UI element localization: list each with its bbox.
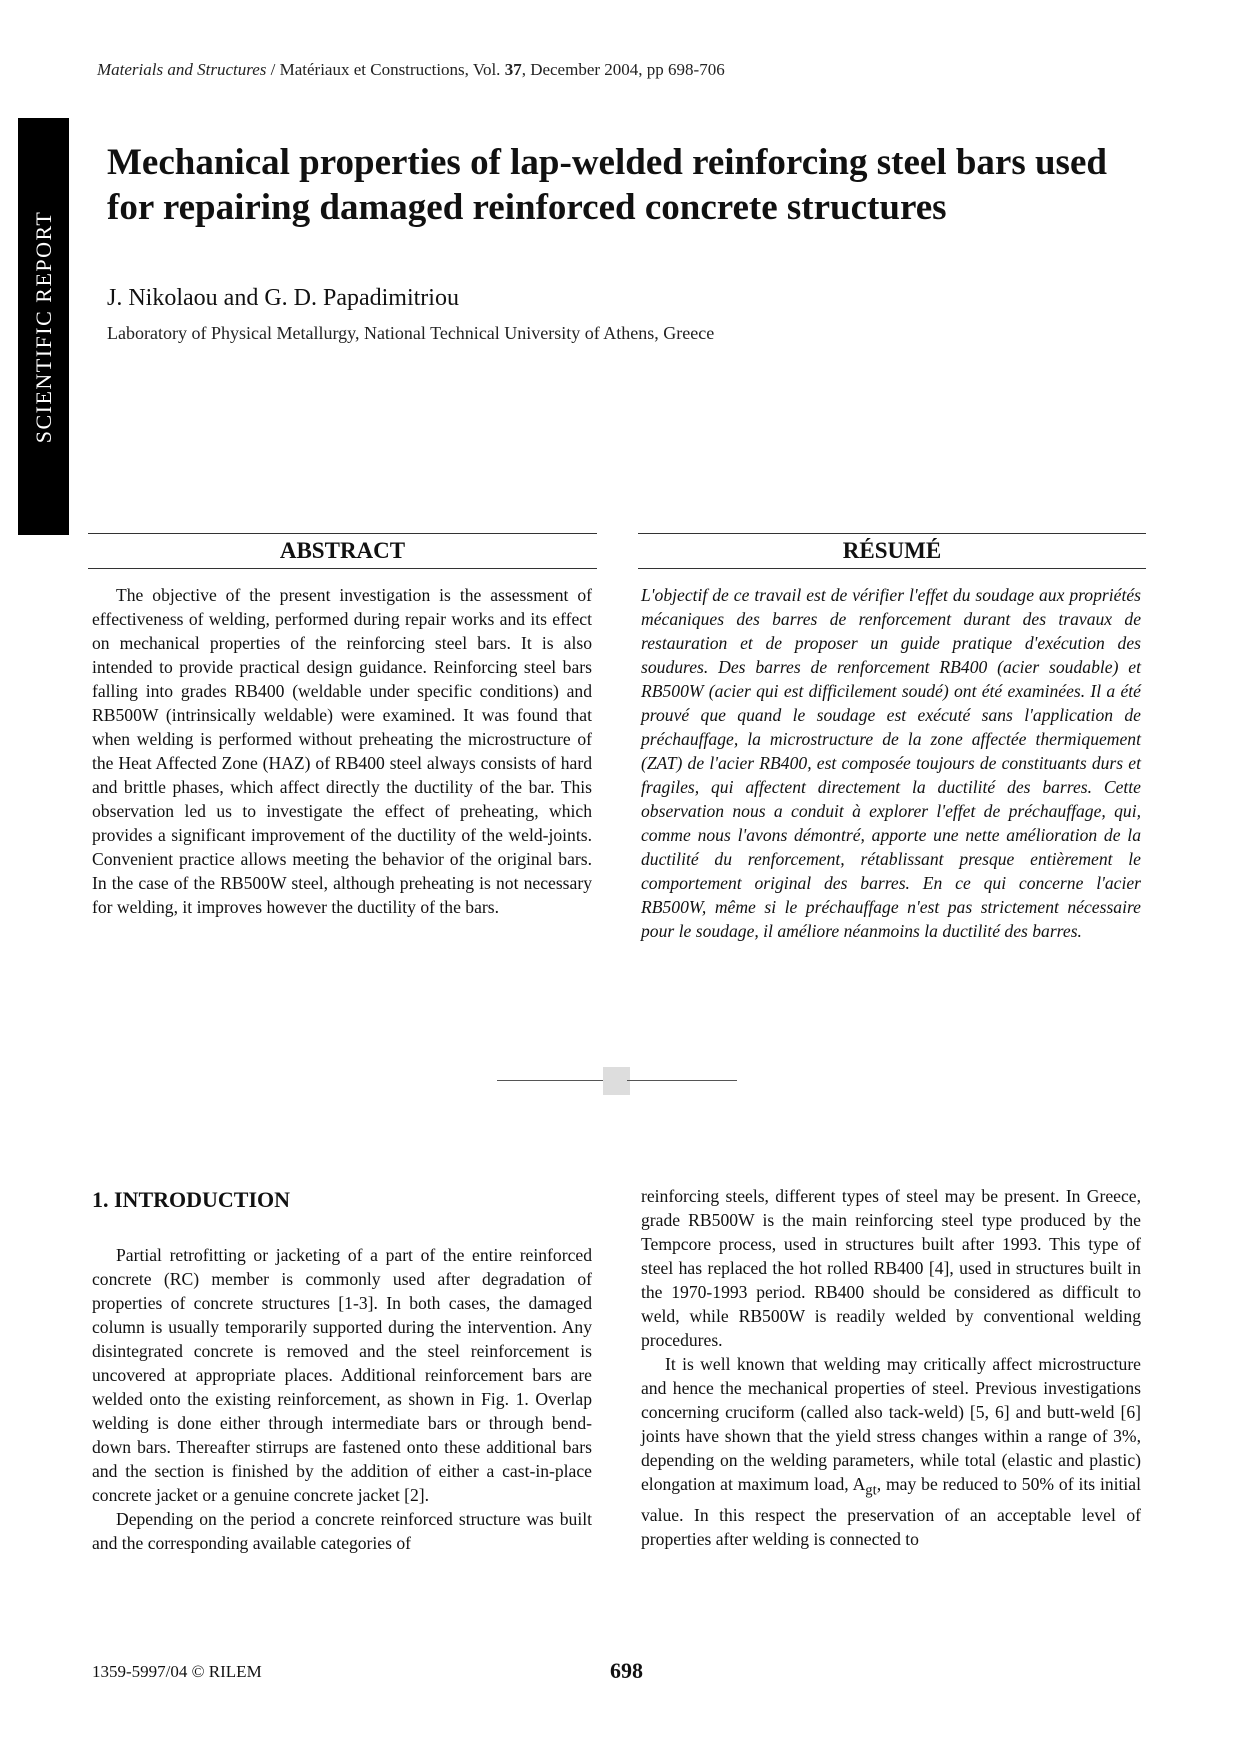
page-number: 698 <box>610 1658 643 1683</box>
journal-subtitle: / Matériaux et Constructions, Vol. <box>266 60 505 79</box>
abstract-top-rule <box>88 533 597 534</box>
resume-text: L'objectif de ce travail est de vérifier l'effet du soudage aux propriétés mécaniques des barres de renforcement durant des travaux de restauration et de proposer un guide pratique d'exécution des soudures. Des barres de renforcement RB400 (acier soudable) et RB500W (acier qui est difficilement soudé) ont été examinées. Il a été prouvé que quand le soudage est exécuté sans l'application de préchauffage, la microstructure de la zone affectée thermiquement (ZAT) de l'acier RB400, est composée toujours de constituants durs et fragiles, qui affectent directement la ductilité des barres. Cette observation nous a conduit à explorer l'effet de préchauffage, qui, comme nous l'avons démontré, apporte une nette amélioration de la ductilité du renforcement, rétablissant presque entièrement le comportement original des barres. En ce qui concerne l'acier RB500W, même si le préchauffage n'est pas strictement nécessaire pour le soudage, il améliore néanmoins la ductilité des barres. <box>641 585 1141 941</box>
agt-subscript: gt <box>865 1482 877 1499</box>
journal-issue: , December 2004, pp 698-706 <box>521 60 725 79</box>
intro-paragraph-1: Partial retrofitting or jacketing of a part of the entire reinforced concrete (RC) member is commonly used after degradation of properties of concrete structures [1-3]. In both cases, the damaged column is usually temporarily supported during the intervention. Any disintegrated concrete is removed and the steel reinforcement is uncovered at appropriate places. Additional reinforcement bars are welded onto the existing reinforcement, as shown in Fig. 1. Overlap welding is done either through intermediate bars or through bend-down bars. Thereafter stirrups are fastened onto these additional bars and the section is finished by the addition of either a cast-in-place concrete jacket or a genuine concrete jacket [2]. <box>92 1245 592 1505</box>
journal-name: Materials and Structures <box>97 60 267 79</box>
resume-body <box>641 583 1141 943</box>
intro-paragraph-4 <box>641 1352 1141 1551</box>
intro-paragraph-2: Depending on the period a concrete reinforced structure was built and the corresponding available categories of <box>92 1509 592 1553</box>
journal-volume: 37 <box>504 60 522 79</box>
abstract-text: The objective of the present investigation is the assessment of effectiveness of welding, performed during repair works and its effect on mechanical properties of the reinforcing steel bars. It is also intended to provide practical design guidance. Reinforcing steel bars falling into grades RB400 (weldable under specific conditions) and RB500W (intrinsically weldable) were examined. It was found that when welding is performed without preheating the microstructure of the Heat Affected Zone (HAZ) of RB400 steel always consists of hard and brittle phases, which affect directly the ductility of the bar. This observation led us to investigate the effect of preheating, which provides a significant improvement of the ductility of the weld-joints. Convenient practice allows meeting the behavior of the original bars. In the case of the RB500W steel, although preheating is not necessary for welding, it improves however the ductility of the bars. <box>92 585 592 917</box>
intro-paragraph-4-start: It is well known that welding may critically affect microstructure and hence the mechanical properties of steel. Previous investigations concerning cruciform (called also tack-weld) [5, 6] and butt-weld [6] joints have shown that the yield stress changes within a range of 3%, depending on the welding parameters, while total (elastic and plastic) elongation at maximum load, A <box>641 1354 1141 1494</box>
introduction-heading: 1. INTRODUCTION <box>92 1187 291 1212</box>
introduction-right-column <box>641 1184 1141 1551</box>
article-title: Mechanical properties of lap-welded reinforcing steel bars used for repairing damaged reinforced concrete structures <box>107 142 1107 228</box>
resume-heading: RÉSUMÉ <box>842 538 942 563</box>
intro-paragraph-3: reinforcing steels, different types of steel may be present. In Greece, grade RB500W is the main reinforcing steel type produced by the Tempcore process, used in structures built after 1993. This type of steel has replaced the hot rolled RB400 [4], used in structures built in the 1970-1993 period. RB400 should be considered as difficult to weld, while RB500W is readily welded by conventional welding procedures. <box>641 1186 1141 1350</box>
abstract-heading: ABSTRACT <box>279 538 406 563</box>
abstract-bottom-rule <box>88 568 597 569</box>
issn-copyright: 1359-5997/04 © RILEM <box>92 1662 262 1681</box>
separator-line-left <box>497 1080 607 1081</box>
journal-header <box>97 60 725 80</box>
introduction-left-column <box>92 1243 592 1555</box>
separator-line-right <box>627 1080 737 1081</box>
section-sidebar <box>18 118 69 535</box>
abstract-body <box>92 583 592 919</box>
affiliation: Laboratory of Physical Metallurgy, National Technical University of Athens, Greece <box>107 323 715 343</box>
resume-top-rule <box>638 533 1146 534</box>
authors: J. Nikolaou and G. D. Papadimitriou <box>107 285 459 311</box>
intro-paragraph-4-end: , may be reduced to 50% of its initial value. In this respect the preservation of an acceptable level of properties after welding is connected to <box>641 1474 1142 1549</box>
sidebar-label: SCIENTIFIC REPORT <box>30 210 56 443</box>
resume-bottom-rule <box>638 568 1146 569</box>
separator-box <box>603 1067 630 1095</box>
